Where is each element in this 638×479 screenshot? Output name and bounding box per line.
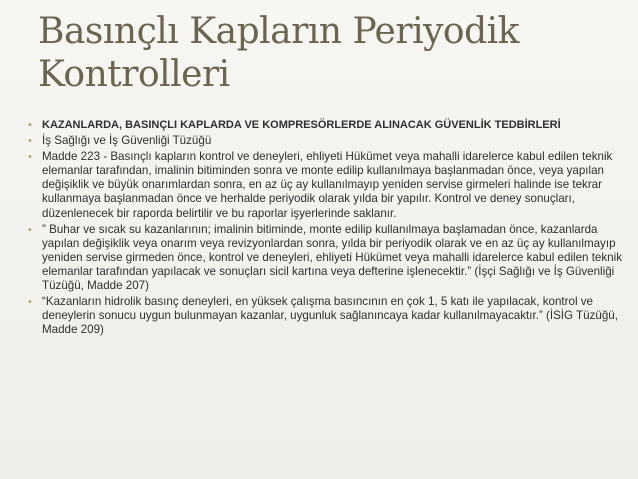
bullet-text: KAZANLARDA, BASINÇLI KAPLARDA VE KOMPRESÖRLERDE ALINACAK GÜVENLİK TEDBİRLERİ [42, 119, 561, 131]
bullet-item [28, 118, 628, 132]
bullet-marker: • [28, 119, 32, 131]
bullet-item [28, 150, 628, 220]
bullet-text: “Kazanların hidrolik basınç deneyleri, en yüksek çalışma basıncının en çok 1, 5 katı ile yapılacak, kontrol ve deneylerin sonucu uygun bulunmayan kazanlar, uygunluk sağlanıncaya kadar kullanılmayacaktır.” (İSİG Tüzüğü, Madde 209) [42, 295, 618, 337]
slide-title-line-1: Basınçlı Kapların Periyodik [38, 11, 519, 52]
bullet-item [28, 223, 628, 293]
bullet-marker: • [28, 296, 32, 309]
slide-title-line-2: Kontrolleri [38, 54, 230, 95]
bullet-text: Madde 223 - Basınçlı kapların kontrol ve deneyleri, ehliyeti Hükümet veya mahalli idarelerce kabul edilen teknik elemanlar tarafından, imalinin bitiminden sonra ve monte edilip kullanılmaya başlanmadan önce, veya yapılan değişiklik ve büyük onarımlardan sonra, en az üç ay kullanılmayıp yeniden servise girmeleri halinde ise tekrar kullanmaya başlanmadan önce ve herhalde periyodik olarak yılda bir yapılır. Kontrol ve deney sonuçları, düzenlenecek bir raporda belirtilir ve bu raporlar işyerlerinde saklanır. [42, 150, 613, 220]
bullet-item [28, 134, 628, 148]
bullet-marker: • [28, 151, 32, 164]
slide-title [38, 10, 618, 96]
bullet-item [28, 295, 628, 337]
bullet-list [28, 118, 628, 339]
bullet-marker: • [28, 135, 32, 148]
bullet-text: ” Buhar ve sıcak su kazanlarının; imalinin bitiminde, monte edilip kullanılmaya başlamadan önce, kazanlarda yapılan değişiklik veya onarım veya revizyonlardan sonra, yılda bir periyodik olarak ve en az üç ay kullanılmayıp yeniden servise girmeden önce, kontrol ve deneyleri, ehliyeti Hükümet veya mahalli idarelerce kabul edilen teknik elemanlar tarafından yapılacak ve sonuçları sicil kartına veya defterine işlenecektir.” (İşçi Sağlığı ve İş Güvenliği Tüzüğü, Madde 207) [42, 222, 622, 293]
bullet-text: İş Sağlığı ve İş Güvenliği Tüzüğü [42, 134, 212, 148]
bullet-marker: • [28, 223, 32, 236]
